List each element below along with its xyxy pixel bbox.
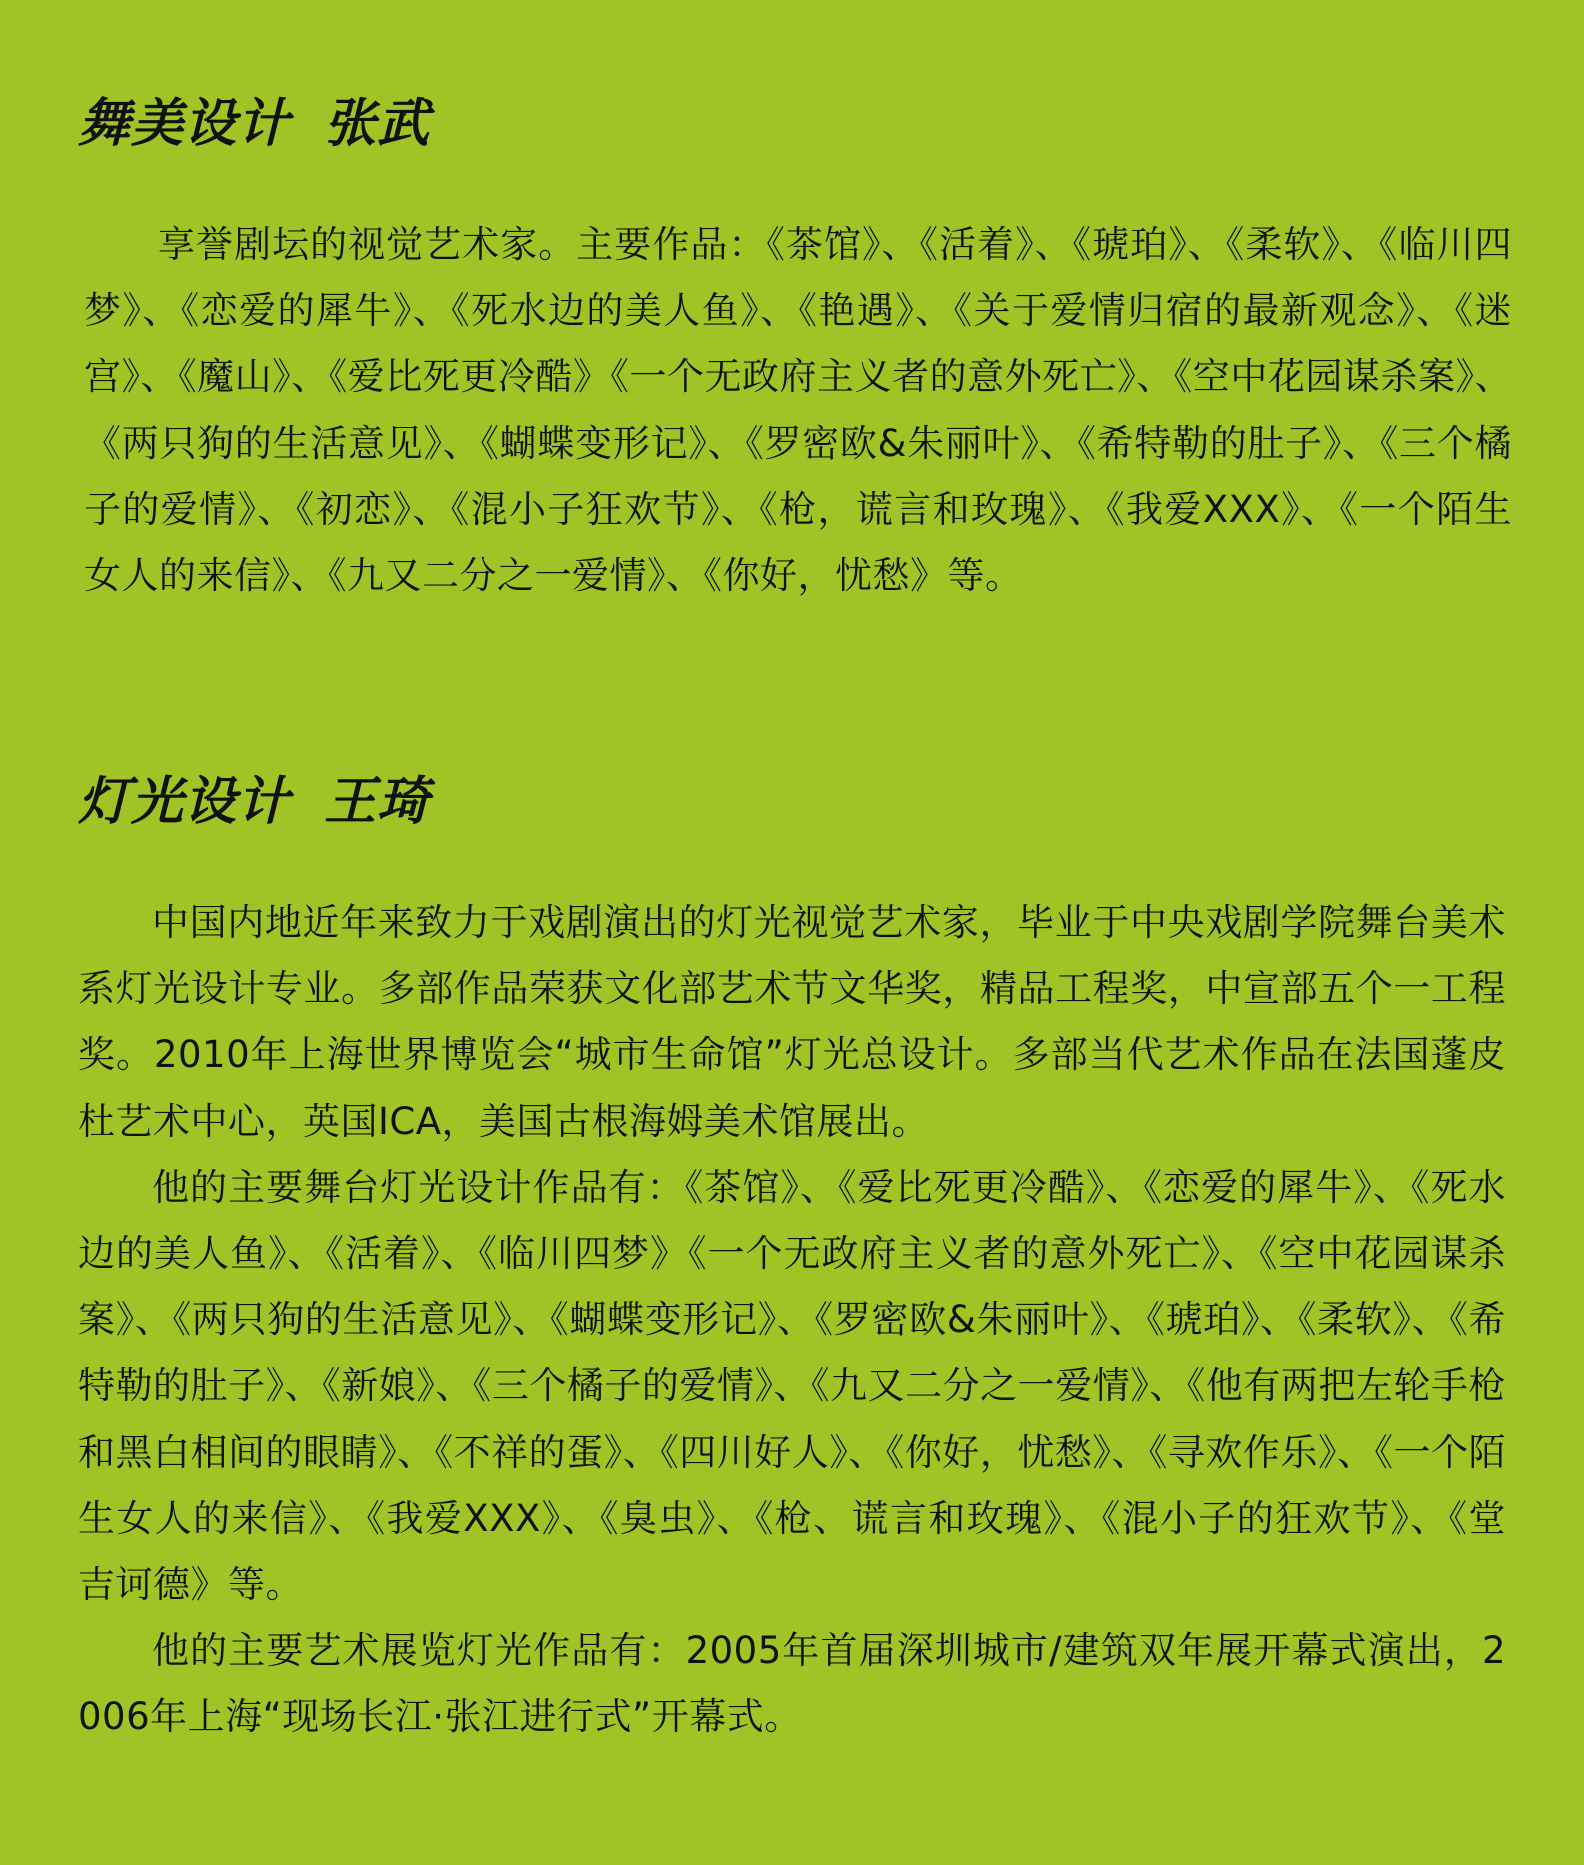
section-body: [78, 890, 1506, 1751]
body-paragraph: 他的主要舞台灯光设计作品有：《茶馆》、《爱比死更冷酷》、《恋爱的犀牛》、《死水边的美人鱼》、《活着》、《临川四梦》《一个无政府主义者的意外死亡》、《空中花园谋杀案》、《两只狗的生活意见》、《蝴蝶变形记》、《罗密欧&朱丽叶》、《琥珀》、《柔软》、《希特勒的肚子》、《新娘》、《三个橘子的爱情》、《九又二分之一爱情》、《他有两把左轮手枪和黑白相间的眼睛》、《不祥的蛋》、《四川好人》、《你好，忧愁》、《寻欢作乐》、《一个陌生女人的来信》、《我爱XXX》、《臭虫》、《枪、谎言和玫瑰》、《混小子的狂欢节》、《堂吉诃德》等。: [78, 1165, 1506, 1607]
heading-role: 舞美设计: [78, 94, 291, 154]
heading-person: 张武: [324, 94, 431, 154]
heading-person: 王琦: [324, 772, 431, 832]
section-heading: [78, 772, 430, 832]
body-paragraph: 中国内地近年来致力于戏剧演出的灯光视觉艺术家，毕业于中央戏剧学院舞台美术系灯光设计专业。多部作品荣获文化部艺术节文华奖，精品工程奖，中宣部五个一工程奖。2010年上海世界博览会“城市生命馆”灯光总设计。多部当代艺术作品在法国蓬皮杜艺术中心，英国ICA，美国古根海姆美术馆展出。: [78, 901, 1506, 1143]
heading-role: 灯光设计: [78, 772, 291, 832]
section-body: [84, 212, 1512, 609]
section-heading: [78, 94, 430, 154]
body-paragraph: 享誉剧坛的视觉艺术家。主要作品：《茶馆》、《活着》、《琥珀》、《柔软》、《临川四梦》、《恋爱的犀牛》、《死水边的美人鱼》、《艳遇》、《关于爱情归宿的最新观念》、《迷宫》、《魔山》、《爱比死更冷酷》《一个无政府主义者的意外死亡》、《空中花园谋杀案》、《两只狗的生活意见》、《蝴蝶变形记》、《罗密欧&朱丽叶》、《希特勒的肚子》、《三个橘子的爱情》、《初恋》、《混小子狂欢节》、《枪，谎言和玫瑰》、《我爱XXX》、《一个陌生女人的来信》、《九又二分之一爱情》、《你好，忧愁》等。: [84, 223, 1512, 598]
body-paragraph: 他的主要艺术展览灯光作品有：2005年首届深圳城市/建筑双年展开幕式演出，2006年上海“现场长江·张江进行式”开幕式。: [78, 1629, 1506, 1739]
